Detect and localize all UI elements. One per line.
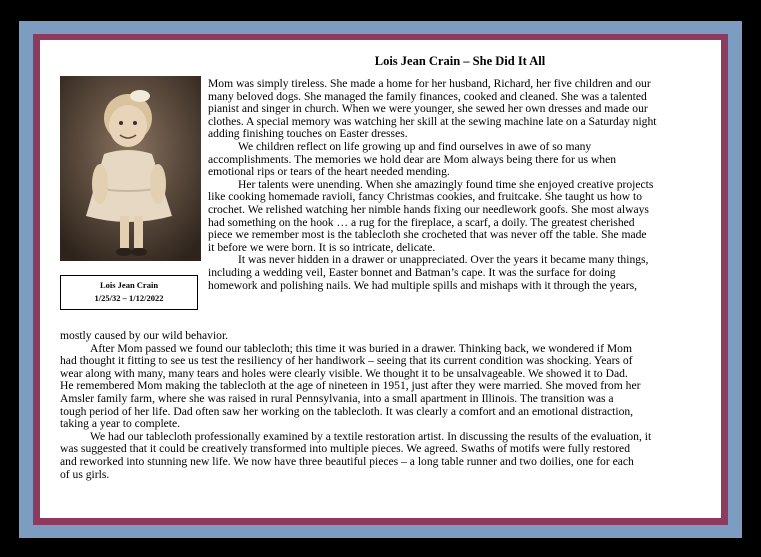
- caption-name: Lois Jean Crain: [99, 280, 159, 290]
- text-line: of us girls.: [60, 467, 110, 481]
- text-line: Her talents were unending. When she amazingly found time she enjoyed creative projects: [238, 177, 654, 191]
- text-line: it before we were born. It is so intricate, delicate.: [208, 240, 436, 254]
- text-line: many beloved dogs. She managed the family finances, cooked and cleaned. She was a talented: [208, 89, 647, 103]
- text-line: After Mom passed we found our tablecloth; this time it was buried in a drawer. Thinking back, we wondered if Mom: [90, 341, 632, 355]
- text-line: was suggested that it could be creatively transformed into multiple pieces. We agreed. Swaths of motifs were fully restored: [60, 442, 631, 456]
- text-line: Amsler family farm, where she was raised in rural Pennsylvania, into a small apartment in Illinois. The transition was a: [60, 391, 614, 405]
- portrait-image: [60, 76, 201, 261]
- text-line: We had our tablecloth professionally examined by a textile restoration artist. In discussing the results of the evaluation, it: [90, 429, 652, 443]
- text-line: piece we remember most is the tablecloth she crocheted that was never off the table. She made: [208, 228, 647, 242]
- text-line: had thought it fitting to see us test the resiliency of her handiwork – seeing that its current condition was shocking. Years of: [60, 354, 633, 368]
- text-line: including a wedding veil, Easter bonnet and Batman’s cape. It was the surface for doing: [208, 265, 616, 279]
- text-line: crochet. We relished watching her nimble hands fixing our needlework goofs. She most always: [208, 202, 649, 216]
- full-width-text: [60, 330, 710, 481]
- caption-dates: 1/25/32 – 1/12/2022: [94, 293, 164, 303]
- text-line: wear along with many, many tears and holes were clearly visible. We thought it to be unsalvageable. We showed it to Dad.: [60, 366, 628, 380]
- text-line: tough period of her life. Dad often saw her working on the tablecloth. It was clearly a comfort and an emotional distraction,: [60, 404, 634, 418]
- text-line: We children reflect on life growing up and find ourselves in awe of so many: [238, 139, 592, 153]
- text-line: like cooking homemade ravioli, fancy Christmas cookies, and fruitcake. She taught us how to: [208, 190, 643, 204]
- text-line: clothes. A special memory was watching her skill at the sewing machine late on a Saturday night: [208, 114, 657, 128]
- page-title: Lois Jean Crain – She Did It All: [374, 54, 546, 68]
- child-portrait-photo: [60, 76, 201, 261]
- text-line: taking a year to complete.: [60, 417, 181, 431]
- document-page: [40, 40, 721, 518]
- text-line: had something on the hook … a rug for the fireplace, a scarf, a doily. The greatest cherished: [208, 215, 635, 229]
- photo-caption: [60, 275, 198, 310]
- text-line: He remembered Mom making the tablecloth at the age of nineteen in 1951, just after they were married. She moved from her: [60, 379, 641, 393]
- text-line: accomplishments. The memories we hold dear are Mom always being there for us when: [208, 152, 617, 166]
- text-line: mostly caused by our wild behavior.: [60, 329, 229, 342]
- text-line: and reworked into stunning new life. We now have three beautiful pieces – a long table runner and two doilies, one for each: [60, 454, 634, 468]
- text-line: Mom was simply tireless. She made a home for her husband, Richard, her five children and our: [208, 77, 651, 90]
- text-line: adding finishing touches on Easter dresses.: [208, 127, 408, 141]
- column-text: [208, 78, 708, 292]
- text-line: pianist and singer in church. When we were younger, she sewed her own dresses and made our: [208, 102, 648, 116]
- text-line: It was never hidden in a drawer or unappreciated. Over the years it became many things,: [238, 253, 649, 267]
- text-line: emotional rips or tears of the heart needed mending.: [208, 165, 450, 179]
- text-line: homework and polishing nails. We had multiple spills and mishaps with it through the years,: [208, 278, 638, 292]
